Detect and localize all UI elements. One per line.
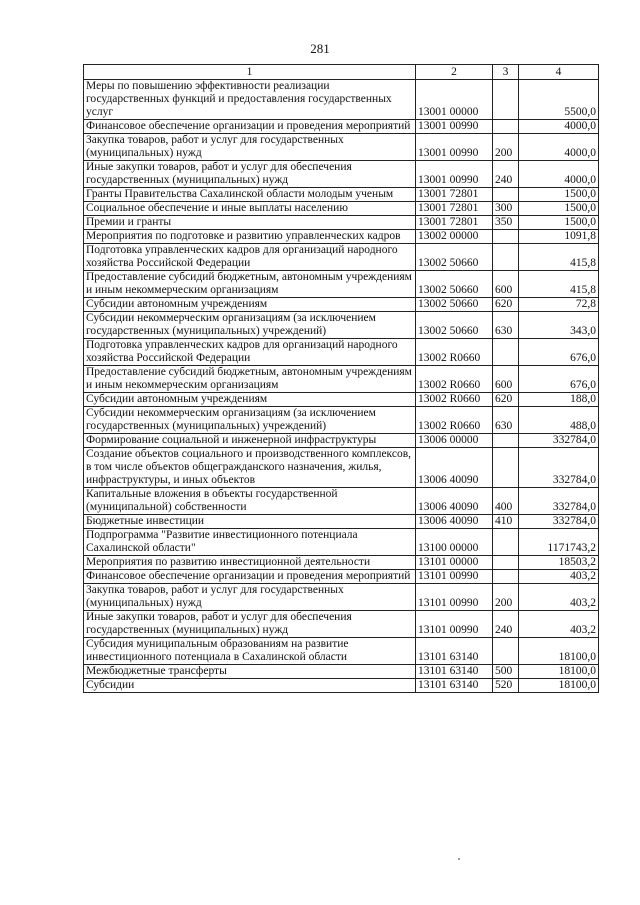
- row-code: 13001 72801: [416, 216, 493, 230]
- row-amount: 332784,0: [519, 515, 599, 529]
- table-row: [84, 244, 599, 271]
- row-amount: 332784,0: [519, 488, 599, 515]
- header-col-3: 3: [493, 65, 519, 80]
- table-row: [84, 134, 599, 161]
- row-amount: 403,2: [519, 611, 599, 638]
- row-type: [493, 556, 519, 570]
- row-description: Субсидии автономным учреждениям: [84, 298, 416, 312]
- row-code: 13006 40090: [416, 448, 493, 488]
- table-row: [84, 448, 599, 488]
- row-code: 13002 50660: [416, 298, 493, 312]
- row-code: 13101 00000: [416, 556, 493, 570]
- row-type: 620: [493, 298, 519, 312]
- table-row: [84, 515, 599, 529]
- row-type: 600: [493, 366, 519, 393]
- table-row: [84, 339, 599, 366]
- table-row: [84, 638, 599, 665]
- row-code: 13001 00000: [416, 80, 493, 120]
- row-description: Премии и гранты: [84, 216, 416, 230]
- row-code: 13002 50660: [416, 271, 493, 298]
- row-type: [493, 120, 519, 134]
- row-code: 13001 00990: [416, 161, 493, 188]
- row-amount: 415,8: [519, 244, 599, 271]
- header-col-2: 2: [416, 65, 493, 80]
- row-amount: 343,0: [519, 312, 599, 339]
- row-type: 350: [493, 216, 519, 230]
- row-amount: 18100,0: [519, 665, 599, 679]
- row-type: 600: [493, 271, 519, 298]
- table-row: [84, 216, 599, 230]
- table-row: [84, 366, 599, 393]
- row-type: [493, 230, 519, 244]
- row-description: Иные закупки товаров, работ и услуг для обеспечения государственных (муниципальных) нужд: [84, 611, 416, 638]
- header-col-1: 1: [84, 65, 416, 80]
- table-row: [84, 570, 599, 584]
- row-description: Субсидии: [84, 679, 416, 693]
- row-amount: 4000,0: [519, 134, 599, 161]
- row-description: Формирование социальной и инженерной инфраструктуры: [84, 434, 416, 448]
- table-row: [84, 161, 599, 188]
- table-row: [84, 679, 599, 693]
- row-amount: 1171743,2: [519, 529, 599, 556]
- row-type: [493, 339, 519, 366]
- row-code: 13002 R0660: [416, 407, 493, 434]
- page-number: 281: [310, 41, 330, 56]
- row-code: 13001 72801: [416, 202, 493, 216]
- row-description: Меры по повышению эффективности реализации государственных функций и предоставления государственных услуг: [84, 80, 416, 120]
- row-amount: 676,0: [519, 339, 599, 366]
- row-type: [493, 448, 519, 488]
- row-type: 240: [493, 161, 519, 188]
- row-code: 13002 00000: [416, 230, 493, 244]
- row-amount: 403,2: [519, 570, 599, 584]
- table-row: [84, 488, 599, 515]
- row-code: 13001 72801: [416, 188, 493, 202]
- row-amount: 72,8: [519, 298, 599, 312]
- row-description: Бюджетные инвестиции: [84, 515, 416, 529]
- row-description: Предоставление субсидий бюджетным, автономным учреждениям и иным некоммерческим организациям: [84, 271, 416, 298]
- row-amount: 4000,0: [519, 161, 599, 188]
- table-row: [84, 529, 599, 556]
- row-amount: 676,0: [519, 366, 599, 393]
- table-row: [84, 407, 599, 434]
- row-type: 300: [493, 202, 519, 216]
- row-amount: 1500,0: [519, 216, 599, 230]
- row-amount: 415,8: [519, 271, 599, 298]
- row-description: Мероприятия по подготовке и развитию управленческих кадров: [84, 230, 416, 244]
- row-amount: 188,0: [519, 393, 599, 407]
- row-description: Создание объектов социального и производственного комплексов, в том числе объектов общегражданского назначения, жилья, инфраструктуры, и иных объектов: [84, 448, 416, 488]
- row-description: Иные закупки товаров, работ и услуг для обеспечения государственных (муниципальных) нужд: [84, 161, 416, 188]
- row-type: [493, 188, 519, 202]
- row-type: 620: [493, 393, 519, 407]
- row-description: Подпрограмма "Развитие инвестиционного потенциала Сахалинской области": [84, 529, 416, 556]
- row-type: [493, 244, 519, 271]
- row-amount: 1091,8: [519, 230, 599, 244]
- table-row: [84, 202, 599, 216]
- row-description: Субсидии некоммерческим организациям (за исключением государственных (муниципальных) учреждений): [84, 407, 416, 434]
- row-code: 13100 00000: [416, 529, 493, 556]
- row-code: 13101 00990: [416, 570, 493, 584]
- row-description: Закупка товаров, работ и услуг для государственных (муниципальных) нужд: [84, 134, 416, 161]
- row-amount: 18100,0: [519, 638, 599, 665]
- row-type: [493, 570, 519, 584]
- table-row: [84, 665, 599, 679]
- row-description: Предоставление субсидий бюджетным, автономным учреждениям и иным некоммерческим организациям: [84, 366, 416, 393]
- table-row: [84, 120, 599, 134]
- row-code: 13002 R0660: [416, 366, 493, 393]
- row-description: Подготовка управленческих кадров для организаций народного хозяйства Российской Федерации: [84, 339, 416, 366]
- row-code: 13006 40090: [416, 515, 493, 529]
- table-row: [84, 188, 599, 202]
- row-code: 13002 R0660: [416, 339, 493, 366]
- row-description: Подготовка управленческих кадров для организаций народного хозяйства Российской Федерации: [84, 244, 416, 271]
- table-row: [84, 611, 599, 638]
- header-col-4: 4: [519, 65, 599, 80]
- budget-table: [83, 64, 599, 693]
- row-amount: 332784,0: [519, 434, 599, 448]
- row-code: 13101 63140: [416, 638, 493, 665]
- row-type: 630: [493, 407, 519, 434]
- row-description: Гранты Правительства Сахалинской области молодым ученым: [84, 188, 416, 202]
- row-amount: 18503,2: [519, 556, 599, 570]
- scan-speck: [458, 858, 460, 860]
- row-code: 13006 00000: [416, 434, 493, 448]
- row-amount: 4000,0: [519, 120, 599, 134]
- row-type: 520: [493, 679, 519, 693]
- row-code: 13101 63140: [416, 665, 493, 679]
- row-amount: 403,2: [519, 584, 599, 611]
- row-code: 13101 63140: [416, 679, 493, 693]
- table-row: [84, 393, 599, 407]
- row-type: 500: [493, 665, 519, 679]
- row-description: Субсидии некоммерческим организациям (за исключением государственных (муниципальных) учреждений): [84, 312, 416, 339]
- row-code: 13101 00990: [416, 584, 493, 611]
- row-amount: 1500,0: [519, 188, 599, 202]
- row-type: 410: [493, 515, 519, 529]
- row-type: 200: [493, 584, 519, 611]
- row-amount: 18100,0: [519, 679, 599, 693]
- table-row: [84, 230, 599, 244]
- row-type: [493, 434, 519, 448]
- row-code: 13006 40090: [416, 488, 493, 515]
- table-row: [84, 312, 599, 339]
- row-description: Закупка товаров, работ и услуг для государственных (муниципальных) нужд: [84, 584, 416, 611]
- table-row: [84, 584, 599, 611]
- row-amount: 5500,0: [519, 80, 599, 120]
- row-description: Финансовое обеспечение организации и проведения мероприятий: [84, 120, 416, 134]
- header-row: [84, 65, 599, 80]
- row-type: [493, 529, 519, 556]
- row-description: Капитальные вложения в объекты государственной (муниципальной) собственности: [84, 488, 416, 515]
- row-code: 13002 50660: [416, 312, 493, 339]
- row-amount: 332784,0: [519, 448, 599, 488]
- row-type: 200: [493, 134, 519, 161]
- row-description: Субсидии автономным учреждениям: [84, 393, 416, 407]
- row-type: [493, 638, 519, 665]
- row-description: Мероприятия по развитию инвестиционной деятельности: [84, 556, 416, 570]
- table-row: [84, 434, 599, 448]
- row-code: 13101 00990: [416, 611, 493, 638]
- row-description: Межбюджетные трансферты: [84, 665, 416, 679]
- row-description: Социальное обеспечение и иные выплаты населению: [84, 202, 416, 216]
- row-type: 240: [493, 611, 519, 638]
- table-row: [84, 298, 599, 312]
- table-row: [84, 271, 599, 298]
- row-description: Финансовое обеспечение организации и проведения мероприятий: [84, 570, 416, 584]
- row-type: 630: [493, 312, 519, 339]
- row-description: Субсидия муниципальным образованиям на развитие инвестиционного потенциала в Сахалинской области: [84, 638, 416, 665]
- row-amount: 1500,0: [519, 202, 599, 216]
- row-code: 13002 50660: [416, 244, 493, 271]
- row-code: 13001 00990: [416, 120, 493, 134]
- row-type: 400: [493, 488, 519, 515]
- row-code: 13002 R0660: [416, 393, 493, 407]
- table-row: [84, 80, 599, 120]
- table-row: [84, 556, 599, 570]
- row-type: [493, 80, 519, 120]
- row-code: 13001 00990: [416, 134, 493, 161]
- row-amount: 488,0: [519, 407, 599, 434]
